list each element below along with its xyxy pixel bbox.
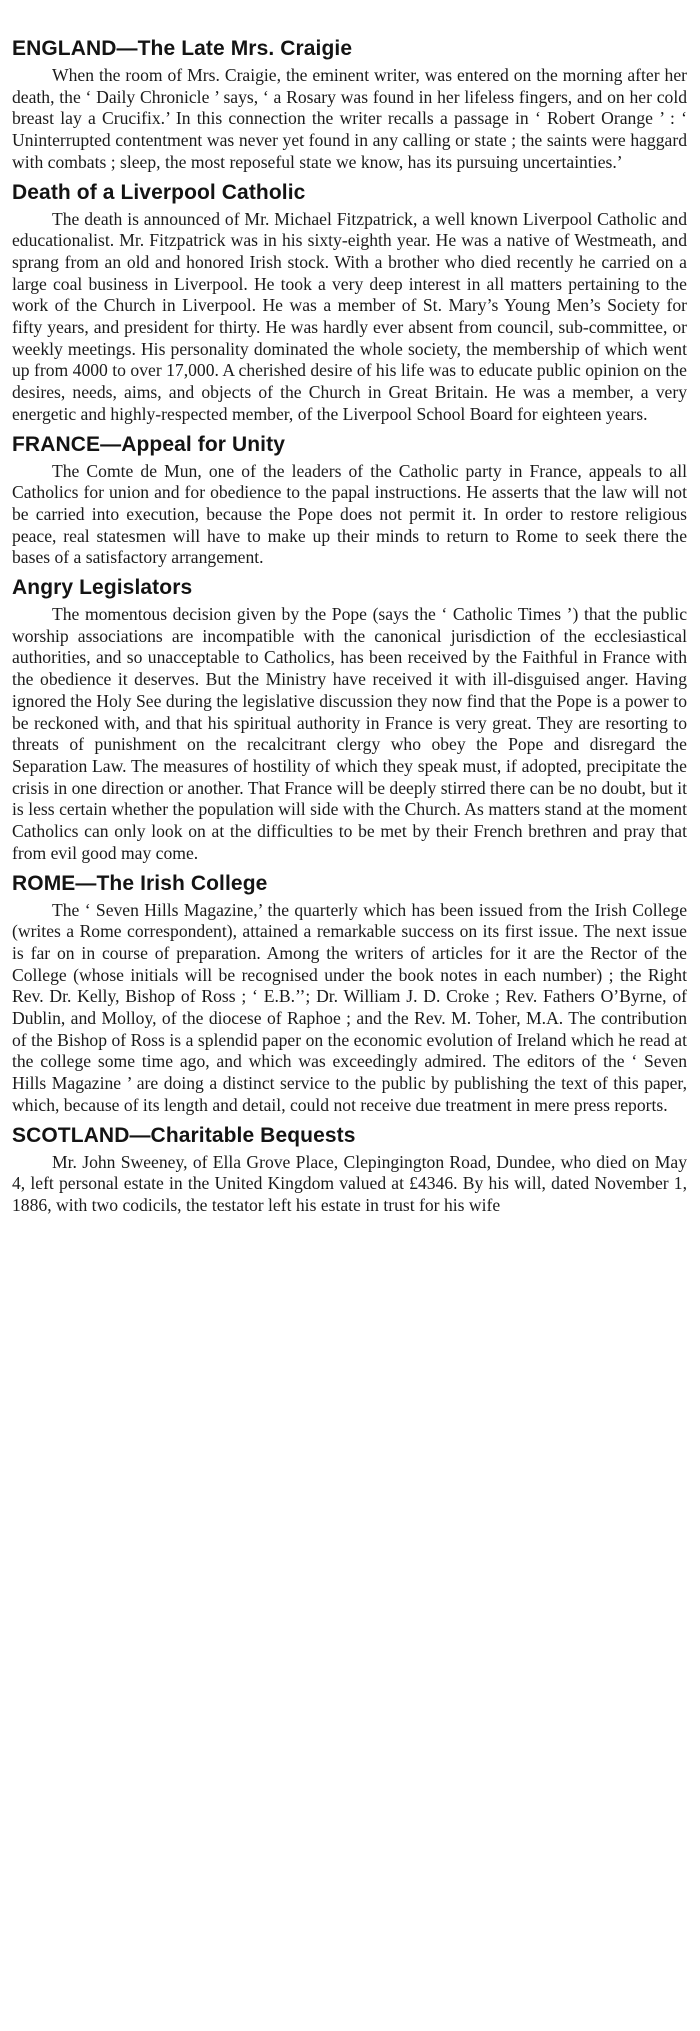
article-heading: SCOTLAND—Charitable Bequests: [12, 1123, 356, 1147]
article-body: The ‘ Seven Hills Magazine,’ the quarterly which has been issued from the Irish College (writes a Rome correspondent), attained a remarkable success on its first issue. The next issue is far on in course of preparation. Among the writers of articles for it are the Rector of the College (whose initials will be recognised under the book notes in each number) ; the Right Rev. Dr. Kelly, Bishop of Ross ; ‘ E.B.’’; Dr. William J. D. Croke ; Rev. Fathers O’Byrne, of Dublin, and Molloy, of the diocese of Raphoe ; and the Rev. M. Toher, M.A. The contribution of the Bishop of Ross is a splendid paper on the economic evolution of Ireland which he read at the college some time ago, and which was exceedingly admired. The editors of the ‘ Seven Hills Magazine ’ are doing a distinct service to the public by publishing the text of this paper, which, because of its length and detail, could not receive due treatment in mere press reports.: [12, 899, 687, 1115]
article-body: Mr. John Sweeney, of Ella Grove Place, Clepingington Road, Dundee, who died on May 4, left personal estate in the United Kingdom valued at £4346. By his will, dated November 1, 1886, with two codicils, the testator left his estate in trust for his wife: [12, 1151, 687, 1215]
article-england: [12, 36, 687, 174]
article-heading: ENGLAND—The Late Mrs. Craigie: [12, 37, 353, 60]
article-rome: [12, 871, 687, 1117]
article-scotland: [12, 1123, 687, 1217]
newspaper-page: [12, 30, 687, 1217]
article-heading: FRANCE—Appeal for Unity: [12, 432, 285, 456]
article-body: When the room of Mrs. Craigie, the eminent writer, was entered on the morning after her death, the ‘ Daily Chronicle ’ says, ‘ a Rosary was found in her lifeless fingers, and on her cold breast lay a Crucifix.’ In this connection the writer recalls a passage in ‘ Robert Orange ’ : ‘ Uninterrupted contentment was never yet found in any calling or state ; the saints were haggard with combats ; sleep, the most reposeful state we know, has its pursuing uncertainties.’: [12, 65, 687, 172]
article-angry-legislators: [12, 575, 687, 864]
article-body: The Comte de Mun, one of the leaders of the Catholic party in France, appeals to all Catholics for union and for obedience to the papal instructions. He asserts that the law will not be carried into execution, because the Pope does not permit it. In order to restore religious peace, real statesmen will have to make up their minds to return to Rome to seek there the bases of a satisfactory arrangement.: [12, 460, 687, 568]
article-heading: Death of a Liverpool Catholic: [12, 180, 306, 204]
article-heading: ROME—The Irish College: [12, 871, 268, 895]
article-body: The momentous decision given by the Pope (says the ‘ Catholic Times ’) that the public worship associations are incompatible with the canonical jurisdiction of the ecclesiastical authorities, and so unacceptable to Catholics, has been received by the Faithful in France with the obedience it deserves. But the Ministry have received it with ill-disguised anger. Having ignored the Holy See during the legislative discussion they now find that the Pope is a power to be reckoned with, and that his spiritual authority in France is very great. They are resorting to threats of punishment on the recalcitrant clergy who obey the Pope and disregard the Separation Law. The measures of hostility of which they speak must, if adopted, precipitate the crisis in one direction or another. That France will be deeply stirred there can be no doubt, but it is less certain whether the population will side with the Church. As matters stand at the moment Catholics can only look on at the difficulties to be met by their French brethren and pray that from evil good may come.: [12, 604, 687, 863]
article-france: [12, 432, 687, 570]
article-heading: Angry Legislators: [12, 576, 193, 600]
article-liverpool: [12, 180, 687, 426]
article-body: The death is announced of Mr. Michael Fitzpatrick, a well known Liverpool Catholic and educationalist. Mr. Fitzpatrick was in his sixty-eighth year. He was a native of Westmeath, and sprang from an old and honored Irish stock. With a brother who died recently he carried on a large coal business in Liverpool. He took a very deep interest in all matters pertaining to the work of the Church in Liverpool. He was a member of St. Mary’s Young Men’s Society for fifty years, and president for thirty. He was hardly ever absent from council, sub-committee, or weekly meetings. His personality dominated the whole society, the membership of which went up from 4000 to over 17,000. A cherished desire of his life was to educate public opinion on the desires, needs, aims, and objects of the Church in Great Britain. He was a member, a very energetic and highly-respected member, of the Liverpool School Board for eighteen years.: [12, 208, 687, 424]
